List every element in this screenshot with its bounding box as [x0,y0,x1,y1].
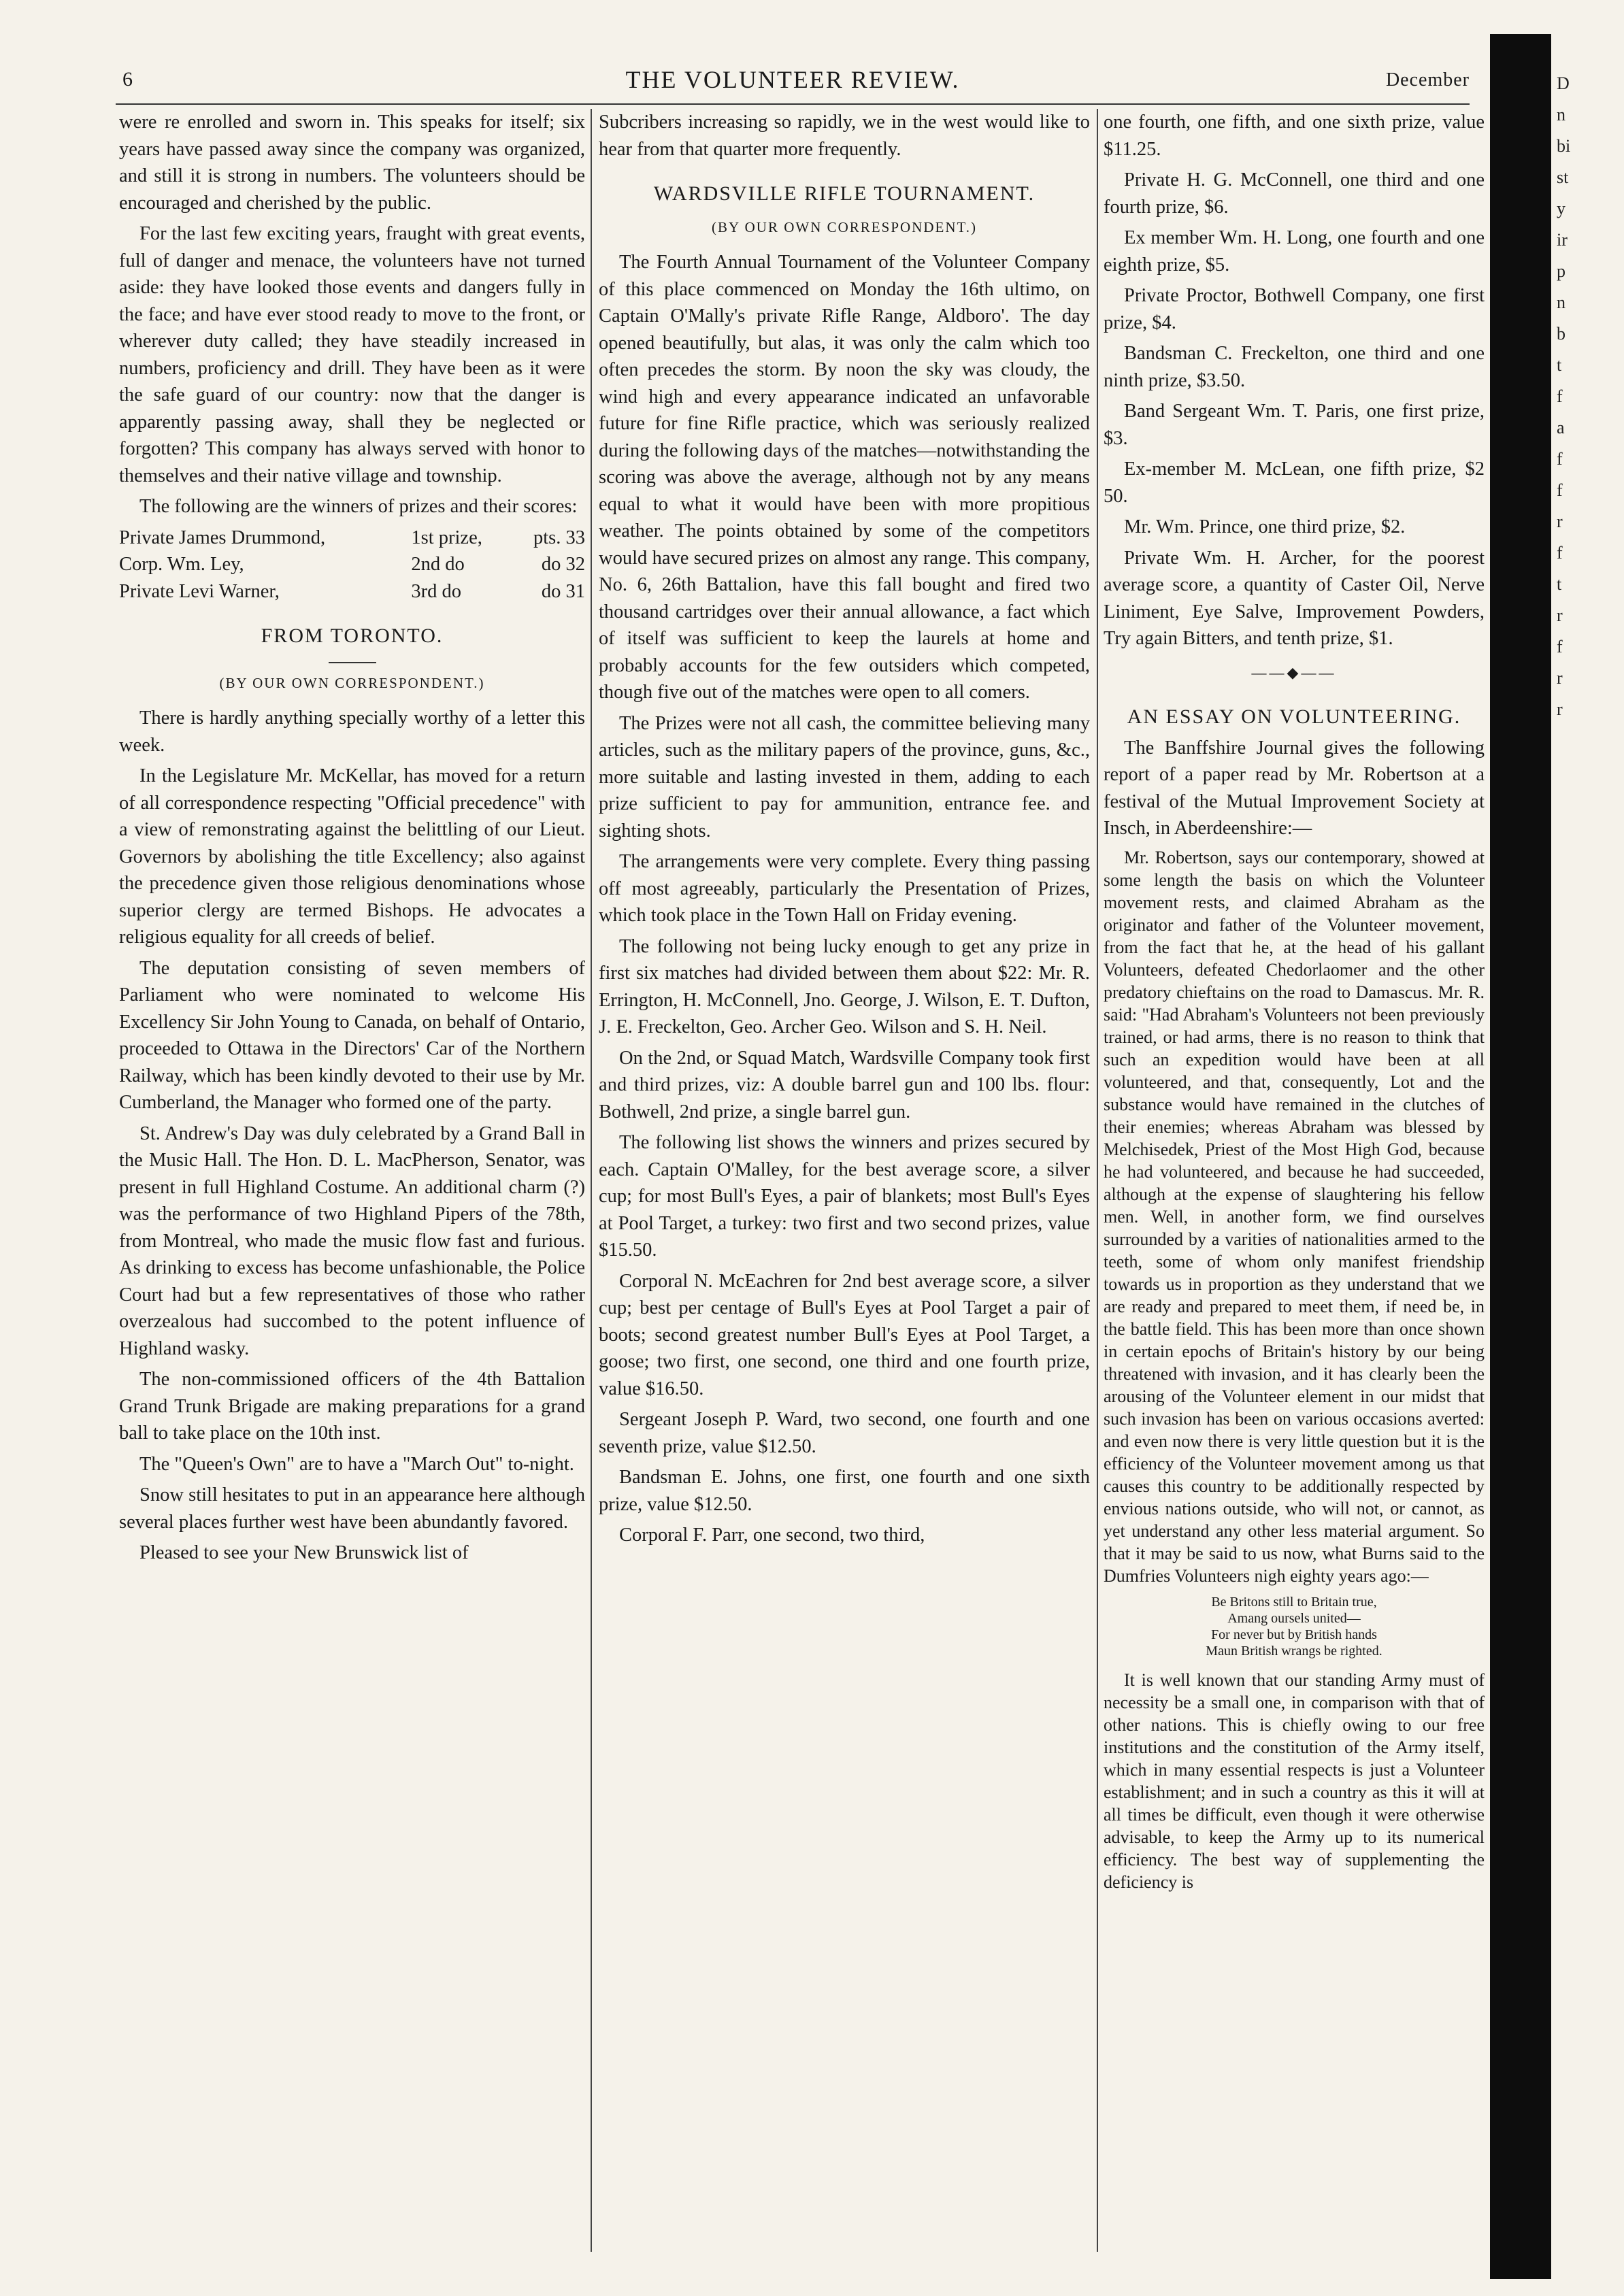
fragment-letter: bi [1557,136,1571,156]
paragraph: Bandsman E. Johns, one first, one fourth and one sixth prize, value $12.50. [599,1467,1090,1515]
paragraph: Private H. G. McConnell, one third and one fourth prize, $6. [1104,169,1485,218]
fragment-letter: n [1557,105,1565,124]
poem-line: Amang oursels united— [1227,1610,1361,1626]
paragraph: It is well known that our standing Army must of necessity be a small one, in comparison with that of other nations. This is chiefly owing to our free institutions and the constitution of the Army itself, which in many essential respects is just a Volunteer establishment; and in such a country as this it will at all times be difficult, even though it were otherwise advisable, to keep the Army up to its numerical efficiency. The best way of supplementing the deficiency is [1104,1669,1485,1892]
poem-line: Maun British wrangs be righted. [1206,1643,1382,1659]
paragraph: The deputation consisting of seven members of Parliament who were nominated to welcome His Excellency Sir John Young to Canada, on behalf of Ontario, proceeded to Ottawa in the Directors' Car of the Northern Railway, which has been kindly devoted to their use by Mr. Cumberland, the Manager who formed one of the party. [119,957,585,1113]
fragment-letter: r [1557,605,1563,625]
paragraph: The Fourth Annual Tournament of the Volunteer Company of this place commenced on Monday the 16th ultimo, on Captain O'Mally's private Rifle Range, Aldboro'. The day opened beautifully, but alas, it was only the calm which too often precedes the storm. By noon the sky was cloudy, the wind high and every appearance indicated an unfavorable future for fine Rifle practice, which was seriously realized during the following days of the matches—notwithstanding the scoring was above the average, although not by any means equal to what it would have been with more propitious weather. The points obtained by some of the competitors would have secured prizes on almost any range. This company, No. 6, 26th Battalion, have this fall bought and fired two thousand cartridges over their annual allowance, a fact which of itself was sufficient to keep the laurels at home and probably accounts for the few outsiders which competed, though five out of the matches were open to all comers. [599,252,1090,703]
fragment-letter: r [1557,668,1563,688]
column-divider [1097,109,1098,2252]
fragment-letter: ir [1557,230,1568,250]
paragraph: Subcribers increasing so rapidly, we in the west would like to hear from that quarter more frequently. [599,112,1090,160]
paragraph: Band Sergeant Wm. T. Paris, one first prize, $3. [1104,401,1485,449]
paragraph: Corporal N. McEachren for 2nd best average score, a silver cup; best per centage of Bull's Eyes at Pool Target a pair of boots; second greatest number Bull's Eyes at Pool Target, a goose; two first, one second, one third and one fourth prize, value $16.50. [599,1270,1090,1399]
table-row [119,578,585,605]
winner-score: do 31 [541,580,585,602]
fragment-letter: f [1557,449,1563,469]
adjacent-page-fragment [1557,68,1618,725]
fragment-letter: y [1557,199,1565,218]
paragraph: Ex-member M. McLean, one fifth prize, $2 50. [1104,459,1485,507]
paragraph: Mr. Robertson, says our contemporary, showed at some length the basis on which the Volunteer movement rests, and claimed Abraham as the originator and father of the Volunteer movement, from the fact that he, at the head of his gallant Volunteers, defeated Chedorlaomer and the other predatory chieftains on the road to Damascus. Mr. R. said: "Had Abraham's Volunteers not been previously trained, or had arms, there is no reason to think that such an expedition would have been at all volunteered, and that, consequently, Lot and the substance would have remained in the clutches of their enemies; whereas Abraham was blessed by Melchisedek, Priest of the Most High God, because he had volunteered, and because he had succeeded, although at the expense of slaughtering his fellow men. Well, in another form, we find ourselves surrounded by a varities of nationalities armed to the teeth, some of whom only manifest friendship towards us in proportion as they understand that we are ready and prepared to meet them, if need be, in the battle field. This has been more than once shown in certain epochs of Britain's history by our being threatened with invasion, and it has clearly been the arousing of the Volunteer element in our midst that such invasion has been on various occasions averted: and even now there is very little question but it is the efficiency of the Volunteer movement among us that causes this country to be additionally respected by envious nations outside, who will not, or cannot, as yet understand any other less material argument. So that it may be said to us now, what Burns said to the Dumfries Volunteers nigh eighty years ago:— [1104,847,1485,1586]
fragment-letter: t [1557,574,1562,594]
paragraph: Mr. Wm. Prince, one third prize, $2. [1124,516,1406,537]
column-divider [591,109,592,2252]
running-title: THE VOLUNTEER REVIEW. [625,66,960,93]
article-heading: FROM TORONTO. [261,625,444,647]
paragraph: The arrangements were very complete. Every thing passing off most agreeably, particularly the Presentation of Prizes, which took place in the Town Hall on Friday evening. [599,851,1090,926]
paragraph: Corporal F. Parr, one second, two third, [619,1525,925,1546]
paragraph: Ex member Wm. H. Long, one fourth and one eighth prize, $5. [1104,227,1485,276]
fragment-letter: a [1557,418,1565,437]
paragraph: In the Legislature Mr. McKellar, has moved for a return of all correspondence respecting "Official precedence" with a view of remonstrating against the belittling of our Lieut. Governors by abolishing the title Excellency; also against the precedence given those religious denominations whose superior clergy are termed Bishops. He advocates a religious equality for all creeds of belief. [119,765,585,948]
paragraph: Sergeant Joseph P. Ward, two second, one fourth and one seventh prize, value $12.50. [599,1409,1090,1457]
paragraph: Pleased to see your New Brunswick list of [139,1542,469,1563]
heading-rule [329,662,376,663]
fragment-letter: D [1557,73,1570,93]
paragraph: The "Queen's Own" are to have a "March Out" to-night. [139,1453,574,1475]
paragraph: The following list shows the winners and prizes secured by each. Captain O'Malley, for the best average score, a silver cup; for most Bull's Eyes, a pair of blankets; most Bull's Eyes at Pool Target, a turkey: two first and two second prizes, value $15.50. [599,1132,1090,1261]
fragment-letter: f [1557,480,1563,500]
fragment-letter: t [1557,355,1562,375]
paragraph: Snow still hesitates to put in an appearance here although several places further west have been abundantly favored. [119,1484,585,1533]
paragraph: The Banffshire Journal gives the following report of a paper read by Mr. Robertson at a festival of the Mutual Improvement Society at Insch, in Aberdeenshire:— [1104,737,1485,839]
fragment-letter: r [1557,512,1563,531]
column-1 [119,109,585,2252]
paragraph: Bandsman C. Freckelton, one third and one ninth prize, $3.50. [1104,343,1485,391]
byline: (BY OUR OWN CORRESPONDENT.) [712,218,977,235]
fragment-letter: r [1557,699,1563,719]
winner-prize: 1st prize, [411,527,482,548]
paragraph: Private Wm. H. Archer, for the poorest average score, a quantity of Caster Oil, Nerve Liniment, Eye Salve, Improvement Powders, Try again Bitters, and tenth prize, $1. [1104,547,1485,649]
scan-edge-shadow [1490,34,1551,2279]
column-3 [1104,109,1485,2252]
fragment-letter: n [1557,293,1565,312]
poem-quote [1104,1594,1485,1659]
running-date: December [1385,69,1470,90]
winner-score: pts. 33 [533,527,585,548]
paragraph: The non-commissioned officers of the 4th Battalion Grand Trunk Brigade are making preparations for a grand ball to take place on the 10th inst. [119,1369,585,1444]
winner-score: do 32 [541,554,585,575]
fragment-letter: b [1557,324,1565,344]
fragment-letter: p [1557,261,1565,281]
fragment-letter: f [1557,543,1563,563]
prize-winners-table [119,525,585,605]
paragraph: were re enrolled and sworn in. This speaks for itself; six years have passed away since the company was organized, and still it is strong in numbers. The volunteers should be encouraged and cherished by the public. [119,112,585,214]
fragment-letter: f [1557,386,1563,406]
winner-name: Corp. Wm. Ley, [119,554,244,575]
article-heading: WARDSVILLE RIFLE TOURNAMENT. [653,182,1035,205]
poem-line: Be Britons still to Britain true, [1211,1594,1377,1610]
paragraph: one fourth, one fifth, and one sixth prize, value $11.25. [1104,112,1485,160]
winner-name: Private Levi Warner, [119,580,280,602]
column-2 [599,109,1090,2252]
winner-prize: 3rd do [411,580,461,602]
byline: (BY OUR OWN CORRESPONDENT.) [219,674,485,691]
table-row [119,551,585,578]
fragment-letter: f [1557,637,1563,656]
section-dingbat: ——◆—— [1251,663,1337,681]
paragraph: The following are the winners of prizes and their scores: [139,496,578,517]
winner-name: Private James Drummond, [119,527,326,548]
paragraph: St. Andrew's Day was duly celebrated by a Grand Ball in the Music Hall. The Hon. D. L. MacPherson, Senator, was present in full Highland Costume. An additional charm (?) was the performance of two Highland Pipers of the 78th, from Montreal, who made the music flow fast and furious. As drinking to excess has become unfashionable, the Police Court had but a few representatives of those who rather overzealous had succombed to the potent influence of Highland wasky. [119,1122,585,1359]
winner-prize: 2nd do [411,554,465,575]
paragraph: The Prizes were not all cash, the committee believing many articles, such as the military papers of the province, guns, &c., more suitable and lasting invested in them, adding to each prize sufficient to pay for ammunition, entrance fee. and sighting shots. [599,712,1090,842]
page-number: 6 [122,68,133,90]
table-row [119,525,585,552]
fragment-letter: st [1557,167,1569,187]
paragraph: The following not being lucky enough to get any prize in first six matches had divided between them about $22: Mr. R. Errington, H. McConnell, Jno. George, J. Wilson, E. T. Dufton, J. E. Freckelton, Geo. Archer Geo. Wilson and S. H. Neil. [599,935,1090,1037]
paragraph: There is hardly anything specially worthy of a letter this week. [119,708,585,756]
poem-line: For never but by British hands [1211,1627,1377,1642]
paragraph: Private Proctor, Bothwell Company, one first prize, $4. [1104,285,1485,333]
page-header [116,63,1470,105]
paragraph: For the last few exciting years, fraught with great events, full of danger and menace, the volunteers have not turned aside: they have looked those events and dangers fully in the face; and have ever stood ready to move to the front, or wherever duty called; they have steadily increased in numbers, proficiency and drill. They have been as it were the safe guard of our country: now that the danger is apparently passing away, shall they be neglected or forgotten? This company has always served with honor to themselves and their native village and township. [119,223,585,486]
paragraph: On the 2nd, or Squad Match, Wardsville Company took first and third prizes, viz: A double barrel gun and 100 lbs. flour: Bothwell, 2nd prize, a single barrel gun. [599,1047,1090,1122]
article-heading: AN ESSAY ON VOLUNTEERING. [1127,705,1461,728]
